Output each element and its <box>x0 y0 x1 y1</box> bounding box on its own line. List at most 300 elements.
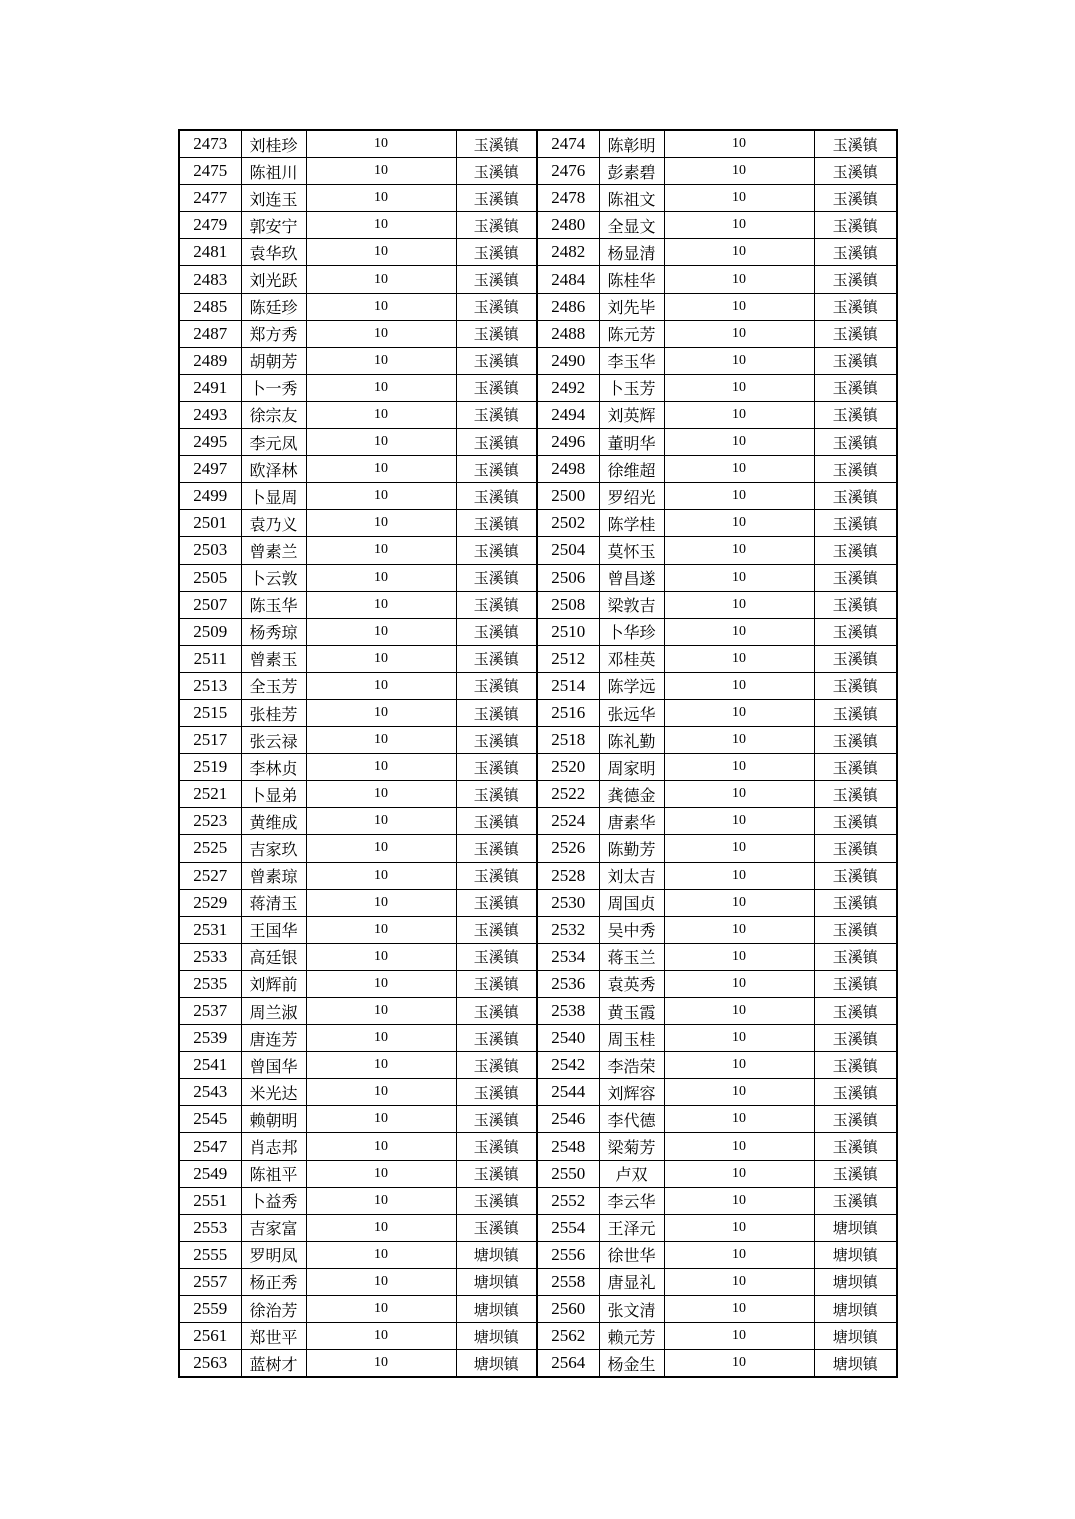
record-id: 2508 <box>537 591 599 618</box>
record-name: 王国华 <box>241 916 306 943</box>
record-id: 2503 <box>179 537 241 564</box>
table-row <box>179 672 897 699</box>
record-id: 2478 <box>537 185 599 212</box>
record-amount: 10 <box>664 1160 814 1187</box>
record-id: 2557 <box>179 1268 241 1295</box>
record-town: 玉溪镇 <box>814 618 897 645</box>
record-amount: 10 <box>664 158 814 185</box>
record-name: 杨秀琼 <box>241 618 306 645</box>
record-amount: 10 <box>306 1079 456 1106</box>
record-town: 玉溪镇 <box>456 537 537 564</box>
record-id: 2519 <box>179 754 241 781</box>
record-amount: 10 <box>664 456 814 483</box>
record-amount: 10 <box>306 1160 456 1187</box>
record-id: 2506 <box>537 564 599 591</box>
record-amount: 10 <box>664 293 814 320</box>
record-amount: 10 <box>664 401 814 428</box>
record-name: 曾素琼 <box>241 862 306 889</box>
record-amount: 10 <box>664 808 814 835</box>
record-id: 2562 <box>537 1323 599 1350</box>
record-name: 赖朝明 <box>241 1106 306 1133</box>
record-town: 玉溪镇 <box>456 1052 537 1079</box>
record-town: 玉溪镇 <box>814 970 897 997</box>
table-row <box>179 1025 897 1052</box>
record-town: 玉溪镇 <box>814 429 897 456</box>
record-amount: 10 <box>306 808 456 835</box>
record-id: 2558 <box>537 1268 599 1295</box>
record-id: 2530 <box>537 889 599 916</box>
record-id: 2496 <box>537 429 599 456</box>
record-name: 唐素华 <box>599 808 664 835</box>
record-name: 陈学桂 <box>599 510 664 537</box>
record-id: 2493 <box>179 401 241 428</box>
record-amount: 10 <box>664 1025 814 1052</box>
record-amount: 10 <box>664 645 814 672</box>
record-amount: 10 <box>306 374 456 401</box>
record-town: 玉溪镇 <box>456 293 537 320</box>
record-name: 曾国华 <box>241 1052 306 1079</box>
table-row <box>179 537 897 564</box>
record-amount: 10 <box>664 212 814 239</box>
record-id: 2481 <box>179 239 241 266</box>
record-town: 玉溪镇 <box>814 510 897 537</box>
record-name: 李林贞 <box>241 754 306 781</box>
record-id: 2536 <box>537 970 599 997</box>
record-name: 张桂芳 <box>241 699 306 726</box>
record-name: 卜玉芳 <box>599 374 664 401</box>
record-town: 玉溪镇 <box>814 1052 897 1079</box>
table-row <box>179 320 897 347</box>
record-id: 2511 <box>179 645 241 672</box>
record-amount: 10 <box>664 347 814 374</box>
record-id: 2550 <box>537 1160 599 1187</box>
record-id: 2538 <box>537 998 599 1025</box>
table-row <box>179 239 897 266</box>
table-row <box>179 862 897 889</box>
record-name: 蒋玉兰 <box>599 943 664 970</box>
record-town: 玉溪镇 <box>814 754 897 781</box>
table-row <box>179 1241 897 1268</box>
record-name: 周兰淑 <box>241 998 306 1025</box>
record-id: 2476 <box>537 158 599 185</box>
record-amount: 10 <box>306 564 456 591</box>
record-town: 玉溪镇 <box>814 374 897 401</box>
record-id: 2489 <box>179 347 241 374</box>
record-amount: 10 <box>664 1106 814 1133</box>
record-name: 邓桂英 <box>599 645 664 672</box>
record-town: 玉溪镇 <box>814 293 897 320</box>
record-name: 徐世华 <box>599 1241 664 1268</box>
record-town: 玉溪镇 <box>456 943 537 970</box>
table-row <box>179 401 897 428</box>
table-row <box>179 429 897 456</box>
record-town: 玉溪镇 <box>814 456 897 483</box>
table-row <box>179 1052 897 1079</box>
record-amount: 10 <box>664 699 814 726</box>
record-town: 玉溪镇 <box>814 727 897 754</box>
record-id: 2500 <box>537 483 599 510</box>
record-town: 玉溪镇 <box>456 266 537 293</box>
table-row <box>179 835 897 862</box>
table-row <box>179 970 897 997</box>
record-town: 玉溪镇 <box>456 916 537 943</box>
record-amount: 10 <box>306 1106 456 1133</box>
record-amount: 10 <box>664 618 814 645</box>
record-amount: 10 <box>306 483 456 510</box>
record-id: 2543 <box>179 1079 241 1106</box>
record-id: 2487 <box>179 320 241 347</box>
record-id: 2499 <box>179 483 241 510</box>
record-name: 刘光跃 <box>241 266 306 293</box>
record-amount: 10 <box>306 347 456 374</box>
record-town: 玉溪镇 <box>814 158 897 185</box>
record-name: 王泽元 <box>599 1214 664 1241</box>
record-name: 卜益秀 <box>241 1187 306 1214</box>
record-amount: 10 <box>306 835 456 862</box>
record-name: 陈祖川 <box>241 158 306 185</box>
record-town: 玉溪镇 <box>814 998 897 1025</box>
record-id: 2528 <box>537 862 599 889</box>
record-amount: 10 <box>664 862 814 889</box>
record-name: 全显文 <box>599 212 664 239</box>
record-name: 蓝树才 <box>241 1350 306 1378</box>
table-row <box>179 889 897 916</box>
record-name: 欧泽林 <box>241 456 306 483</box>
record-town: 玉溪镇 <box>456 510 537 537</box>
record-town: 玉溪镇 <box>814 130 897 158</box>
record-amount: 10 <box>306 130 456 158</box>
record-town: 玉溪镇 <box>456 998 537 1025</box>
record-amount: 10 <box>306 754 456 781</box>
record-amount: 10 <box>306 591 456 618</box>
record-id: 2547 <box>179 1133 241 1160</box>
record-name: 徐维超 <box>599 456 664 483</box>
record-town: 玉溪镇 <box>456 1025 537 1052</box>
record-name: 曾昌遂 <box>599 564 664 591</box>
record-id: 2539 <box>179 1025 241 1052</box>
record-name: 罗绍光 <box>599 483 664 510</box>
record-id: 2533 <box>179 943 241 970</box>
record-name: 徐宗友 <box>241 401 306 428</box>
record-amount: 10 <box>306 185 456 212</box>
record-id: 2520 <box>537 754 599 781</box>
record-town: 玉溪镇 <box>814 401 897 428</box>
record-amount: 10 <box>664 429 814 456</box>
record-town: 玉溪镇 <box>456 808 537 835</box>
record-id: 2483 <box>179 266 241 293</box>
record-town: 玉溪镇 <box>456 591 537 618</box>
record-id: 2498 <box>537 456 599 483</box>
record-name: 卜华珍 <box>599 618 664 645</box>
record-town: 玉溪镇 <box>814 1106 897 1133</box>
record-town: 玉溪镇 <box>456 862 537 889</box>
record-amount: 10 <box>664 1241 814 1268</box>
record-id: 2540 <box>537 1025 599 1052</box>
record-name: 卜一秀 <box>241 374 306 401</box>
record-amount: 10 <box>664 754 814 781</box>
record-name: 吉家富 <box>241 1214 306 1241</box>
record-amount: 10 <box>664 889 814 916</box>
record-town: 玉溪镇 <box>814 1025 897 1052</box>
record-name: 卢双 <box>599 1160 664 1187</box>
record-id: 2527 <box>179 862 241 889</box>
record-name: 袁英秀 <box>599 970 664 997</box>
record-id: 2555 <box>179 1241 241 1268</box>
record-id: 2515 <box>179 699 241 726</box>
record-id: 2544 <box>537 1079 599 1106</box>
record-id: 2495 <box>179 429 241 456</box>
record-name: 李代德 <box>599 1106 664 1133</box>
table-row <box>179 374 897 401</box>
record-id: 2479 <box>179 212 241 239</box>
record-id: 2541 <box>179 1052 241 1079</box>
record-id: 2480 <box>537 212 599 239</box>
record-name: 刘先毕 <box>599 293 664 320</box>
record-id: 2486 <box>537 293 599 320</box>
record-id: 2546 <box>537 1106 599 1133</box>
record-name: 杨金生 <box>599 1350 664 1378</box>
table-row <box>179 456 897 483</box>
record-name: 周国贞 <box>599 889 664 916</box>
record-amount: 10 <box>664 1296 814 1323</box>
table-row <box>179 266 897 293</box>
record-town: 塘坝镇 <box>814 1323 897 1350</box>
record-name: 陈玉华 <box>241 591 306 618</box>
record-id: 2517 <box>179 727 241 754</box>
record-town: 玉溪镇 <box>814 672 897 699</box>
record-id: 2534 <box>537 943 599 970</box>
record-amount: 10 <box>664 537 814 564</box>
record-id: 2537 <box>179 998 241 1025</box>
record-amount: 10 <box>306 158 456 185</box>
record-id: 2497 <box>179 456 241 483</box>
record-town: 塘坝镇 <box>456 1268 537 1295</box>
record-town: 玉溪镇 <box>456 754 537 781</box>
record-name: 陈桂华 <box>599 266 664 293</box>
record-amount: 10 <box>306 320 456 347</box>
record-name: 梁敦吉 <box>599 591 664 618</box>
record-amount: 10 <box>306 1133 456 1160</box>
record-town: 塘坝镇 <box>456 1241 537 1268</box>
record-name: 陈勤芳 <box>599 835 664 862</box>
record-town: 塘坝镇 <box>456 1323 537 1350</box>
record-name: 曾素兰 <box>241 537 306 564</box>
record-town: 玉溪镇 <box>456 429 537 456</box>
record-town: 玉溪镇 <box>814 835 897 862</box>
record-id: 2554 <box>537 1214 599 1241</box>
record-town: 玉溪镇 <box>456 1106 537 1133</box>
record-amount: 10 <box>664 916 814 943</box>
record-id: 2553 <box>179 1214 241 1241</box>
record-name: 郑世平 <box>241 1323 306 1350</box>
table-row <box>179 699 897 726</box>
record-amount: 10 <box>664 1187 814 1214</box>
record-name: 唐连芳 <box>241 1025 306 1052</box>
record-name: 梁菊芳 <box>599 1133 664 1160</box>
record-name: 彭素碧 <box>599 158 664 185</box>
record-name: 卜云敦 <box>241 564 306 591</box>
table-row <box>179 185 897 212</box>
record-town: 玉溪镇 <box>456 781 537 808</box>
record-name: 李云华 <box>599 1187 664 1214</box>
record-town: 玉溪镇 <box>814 1160 897 1187</box>
record-id: 2535 <box>179 970 241 997</box>
table-row <box>179 1160 897 1187</box>
record-id: 2529 <box>179 889 241 916</box>
table-row <box>179 347 897 374</box>
record-name: 刘太吉 <box>599 862 664 889</box>
record-name: 陈元芳 <box>599 320 664 347</box>
record-id: 2484 <box>537 266 599 293</box>
table-row <box>179 293 897 320</box>
table-row <box>179 645 897 672</box>
record-amount: 10 <box>306 537 456 564</box>
record-amount: 10 <box>664 1133 814 1160</box>
record-town: 玉溪镇 <box>814 916 897 943</box>
record-name: 董明华 <box>599 429 664 456</box>
record-amount: 10 <box>664 1350 814 1378</box>
record-id: 2494 <box>537 401 599 428</box>
record-amount: 10 <box>306 401 456 428</box>
record-id: 2559 <box>179 1296 241 1323</box>
record-town: 玉溪镇 <box>814 1133 897 1160</box>
record-amount: 10 <box>664 510 814 537</box>
record-town: 玉溪镇 <box>814 320 897 347</box>
record-name: 卜显周 <box>241 483 306 510</box>
record-town: 玉溪镇 <box>456 1079 537 1106</box>
record-town: 玉溪镇 <box>456 212 537 239</box>
records-table-body <box>179 130 897 1377</box>
record-amount: 10 <box>306 456 456 483</box>
record-town: 玉溪镇 <box>456 1160 537 1187</box>
record-id: 2488 <box>537 320 599 347</box>
record-name: 赖元芳 <box>599 1323 664 1350</box>
record-id: 2509 <box>179 618 241 645</box>
record-town: 玉溪镇 <box>456 483 537 510</box>
records-table <box>178 129 898 1378</box>
table-row <box>179 1133 897 1160</box>
record-amount: 10 <box>306 1214 456 1241</box>
record-amount: 10 <box>306 672 456 699</box>
record-town: 玉溪镇 <box>456 889 537 916</box>
record-town: 玉溪镇 <box>456 970 537 997</box>
record-name: 郑方秀 <box>241 320 306 347</box>
record-id: 2524 <box>537 808 599 835</box>
record-amount: 10 <box>664 1268 814 1295</box>
record-id: 2513 <box>179 672 241 699</box>
record-town: 玉溪镇 <box>456 347 537 374</box>
table-row <box>179 591 897 618</box>
record-amount: 10 <box>306 1268 456 1295</box>
record-town: 玉溪镇 <box>456 672 537 699</box>
record-town: 玉溪镇 <box>456 1214 537 1241</box>
record-town: 玉溪镇 <box>814 862 897 889</box>
record-amount: 10 <box>306 293 456 320</box>
record-amount: 10 <box>306 862 456 889</box>
record-amount: 10 <box>306 1241 456 1268</box>
record-name: 曾素玉 <box>241 645 306 672</box>
record-amount: 10 <box>306 510 456 537</box>
record-id: 2523 <box>179 808 241 835</box>
record-name: 胡朝芳 <box>241 347 306 374</box>
record-amount: 10 <box>664 374 814 401</box>
record-id: 2522 <box>537 781 599 808</box>
record-name: 莫怀玉 <box>599 537 664 564</box>
record-amount: 10 <box>664 185 814 212</box>
table-row <box>179 808 897 835</box>
record-amount: 10 <box>664 781 814 808</box>
record-id: 2531 <box>179 916 241 943</box>
record-amount: 10 <box>664 672 814 699</box>
table-row <box>179 212 897 239</box>
record-id: 2526 <box>537 835 599 862</box>
record-town: 玉溪镇 <box>456 1187 537 1214</box>
record-amount: 10 <box>664 1214 814 1241</box>
record-id: 2473 <box>179 130 241 158</box>
record-name: 杨显清 <box>599 239 664 266</box>
record-id: 2502 <box>537 510 599 537</box>
table-row <box>179 564 897 591</box>
table-row <box>179 510 897 537</box>
record-name: 刘辉前 <box>241 970 306 997</box>
record-town: 玉溪镇 <box>456 835 537 862</box>
record-amount: 10 <box>306 1187 456 1214</box>
record-amount: 10 <box>664 130 814 158</box>
table-row <box>179 998 897 1025</box>
record-amount: 10 <box>664 483 814 510</box>
table-row <box>179 158 897 185</box>
record-amount: 10 <box>664 727 814 754</box>
record-id: 2474 <box>537 130 599 158</box>
record-town: 玉溪镇 <box>456 645 537 672</box>
record-amount: 10 <box>306 998 456 1025</box>
record-town: 玉溪镇 <box>456 727 537 754</box>
record-id: 2491 <box>179 374 241 401</box>
record-amount: 10 <box>664 266 814 293</box>
record-amount: 10 <box>664 591 814 618</box>
table-row <box>179 1214 897 1241</box>
record-amount: 10 <box>306 943 456 970</box>
record-id: 2521 <box>179 781 241 808</box>
record-town: 玉溪镇 <box>814 889 897 916</box>
record-id: 2560 <box>537 1296 599 1323</box>
table-row <box>179 1268 897 1295</box>
record-amount: 10 <box>306 699 456 726</box>
record-name: 陈礼勤 <box>599 727 664 754</box>
record-amount: 10 <box>306 781 456 808</box>
record-amount: 10 <box>306 1025 456 1052</box>
record-name: 张文清 <box>599 1296 664 1323</box>
table-row <box>179 1106 897 1133</box>
record-town: 塘坝镇 <box>814 1214 897 1241</box>
record-amount: 10 <box>664 239 814 266</box>
record-id: 2542 <box>537 1052 599 1079</box>
record-id: 2514 <box>537 672 599 699</box>
record-id: 2532 <box>537 916 599 943</box>
record-amount: 10 <box>306 970 456 997</box>
record-amount: 10 <box>306 889 456 916</box>
record-town: 玉溪镇 <box>456 185 537 212</box>
record-amount: 10 <box>306 1052 456 1079</box>
record-amount: 10 <box>664 1323 814 1350</box>
record-name: 刘英辉 <box>599 401 664 428</box>
record-town: 玉溪镇 <box>814 212 897 239</box>
record-id: 2564 <box>537 1350 599 1378</box>
record-town: 玉溪镇 <box>814 943 897 970</box>
record-town: 玉溪镇 <box>456 1133 537 1160</box>
record-name: 李浩荣 <box>599 1052 664 1079</box>
table-row <box>179 781 897 808</box>
